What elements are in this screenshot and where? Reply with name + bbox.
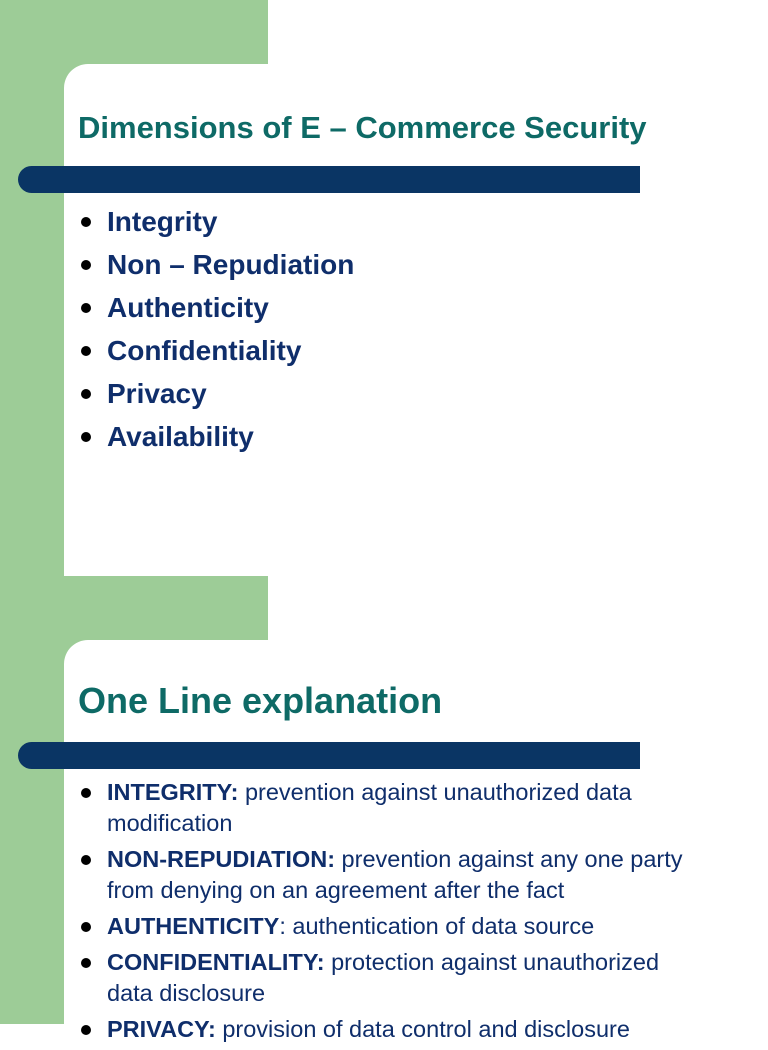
explanation-list [76, 777, 696, 1050]
bullet-icon [81, 1025, 91, 1035]
list-item [76, 844, 696, 906]
list-item-label: Confidentiality [107, 335, 302, 366]
term-definition: prevention against unauthorized data modification [107, 779, 632, 836]
bullet-icon [81, 217, 91, 227]
slide-one-line-explanation [0, 576, 768, 1042]
bullet-icon [81, 346, 91, 356]
title-divider-bar [18, 742, 640, 769]
list-item [76, 200, 354, 243]
slide-title: One Line explanation [78, 680, 443, 721]
term-label: INTEGRITY: [107, 779, 239, 805]
term-definition: prevention against any one party from denying on an agreement after the fact [107, 846, 683, 903]
term-definition: protection against unauthorized data disclosure [107, 949, 660, 1006]
bullet-icon [81, 303, 91, 313]
title-divider-bar [18, 166, 640, 193]
bullet-icon [81, 958, 91, 968]
list-item [76, 777, 696, 839]
list-item-label: Non – Repudiation [107, 249, 355, 280]
bullet-icon [81, 432, 91, 442]
list-item-label: Availability [107, 421, 254, 452]
bullet-icon [81, 788, 91, 798]
list-item [76, 329, 354, 372]
term-label: PRIVACY: [107, 1016, 216, 1042]
term-definition: provision of data control and disclosure [215, 1016, 630, 1042]
slide-title: Dimensions of E – Commerce Security [78, 110, 647, 145]
list-item [76, 911, 696, 942]
dimensions-list [76, 200, 354, 458]
bullet-icon [81, 922, 91, 932]
term-label: CONFIDENTIALITY: [107, 949, 325, 975]
list-item [76, 243, 354, 286]
bullet-icon [81, 855, 91, 865]
term-definition: : authentication of data source [279, 913, 595, 939]
term-label: AUTHENTICITY [107, 913, 280, 939]
list-item-label: Authenticity [107, 292, 269, 323]
list-item [76, 1014, 696, 1045]
list-item [76, 286, 354, 329]
list-item-label: Privacy [107, 378, 207, 409]
bullet-icon [81, 389, 91, 399]
term-label: NON-REPUDIATION: [107, 846, 336, 872]
list-item-label: Integrity [107, 206, 218, 237]
list-item [76, 372, 354, 415]
list-item [76, 415, 354, 458]
list-item [76, 947, 696, 1009]
bullet-icon [81, 260, 91, 270]
